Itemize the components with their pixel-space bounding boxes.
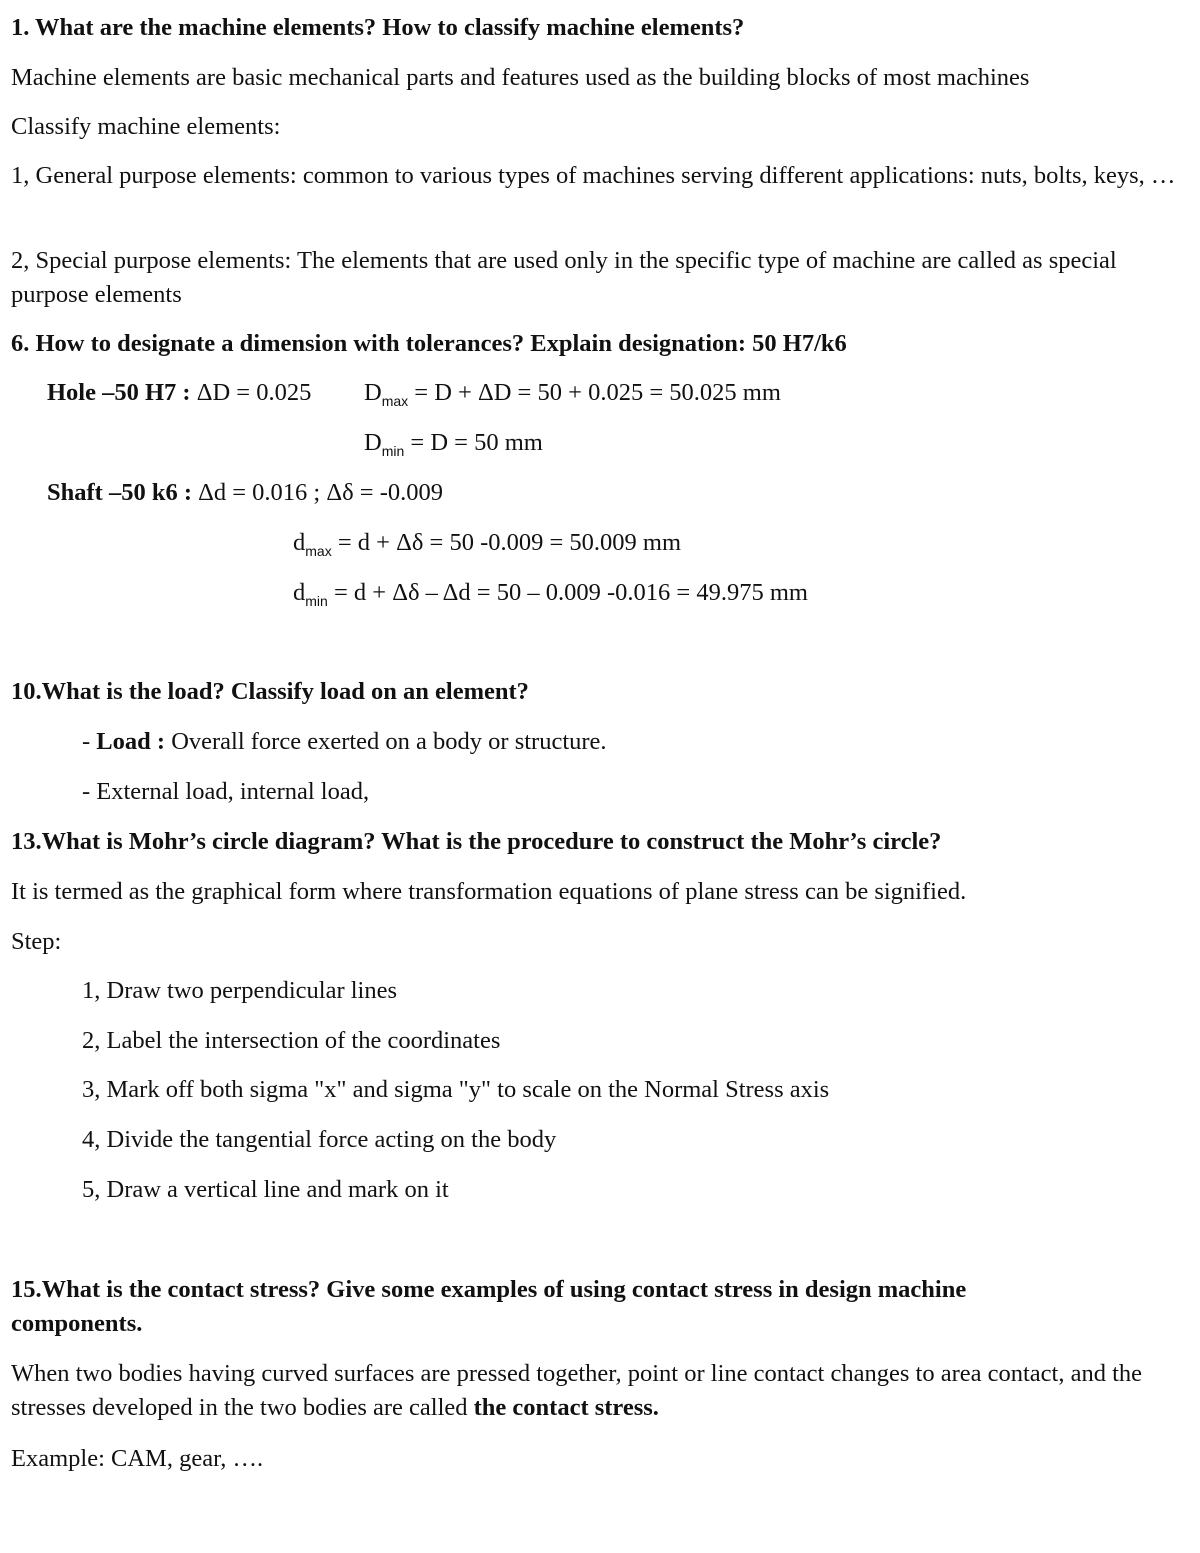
q1-classify-label: Classify machine elements: <box>11 113 281 140</box>
q13-step: 1, Draw two perpendicular lines <box>82 977 397 1004</box>
q13-step: 3, Mark off both sigma "x" and sigma "y" to scale on the Normal Stress axis <box>82 1076 830 1103</box>
shaft-dmin-subscript: min <box>305 593 328 609</box>
hole-dmin <box>364 426 543 462</box>
q10-heading: 10.What is the load? Classify load on an element? <box>11 678 529 705</box>
q1-general-purpose: 1, General purpose elements: common to various types of machines serving different applications: nuts, bolts, keys, … <box>11 162 1176 189</box>
dmin-expression: = D = 50 mm <box>410 429 543 456</box>
q1-heading: 1. What are the machine elements? How to classify machine elements? <box>11 14 745 41</box>
q13-step: 2, Label the intersection of the coordinates <box>82 1027 501 1054</box>
shaft-dmin <box>293 576 808 612</box>
dmax-expression: = D + ΔD = 50 + 0.025 = 50.025 mm <box>414 379 781 406</box>
load-def: Overall force exerted on a body or structure. <box>165 728 607 755</box>
q10-load-definition <box>82 725 607 759</box>
q10-load-types: - External load, internal load, <box>82 778 370 805</box>
shaft-dmax-subscript: max <box>305 543 332 559</box>
q15-heading: 15.What is the contact stress? Give some examples of using contact stress in design machine components. <box>11 1276 967 1337</box>
shaft-dmax-symbol: d <box>293 529 306 556</box>
dmin-subscript: min <box>381 443 405 459</box>
shaft-label: Shaft –50 k6 : <box>47 479 192 506</box>
q1-definition: Machine elements are basic mechanical parts and features used as the building blocks of most machines <box>11 64 1030 91</box>
q15-definition-term: the contact stress. <box>473 1394 659 1421</box>
q13-step-label: Step: <box>11 928 62 955</box>
q13-definition: It is termed as the graphical form where transformation equations of plane stress can be signified. <box>11 878 967 905</box>
shaft-delta: Δd = 0.016 ; Δδ = -0.009 <box>198 479 444 506</box>
dmax-symbol: D <box>364 379 382 406</box>
hole-row <box>47 376 311 410</box>
shaft-row <box>47 476 443 510</box>
hole-delta: ΔD = 0.025 <box>196 379 312 406</box>
shaft-dmin-symbol: d <box>293 579 306 606</box>
shaft-dmax-expression: = d + Δδ = 50 -0.009 = 50.009 mm <box>337 529 682 556</box>
hole-label: Hole –50 H7 : <box>47 379 191 406</box>
q13-heading: 13.What is Mohr’s circle diagram? What is the procedure to construct the Mohr’s circle? <box>11 828 942 855</box>
shaft-dmin-expression: = d + Δδ – Δd = 50 – 0.009 -0.016 = 49.975 mm <box>333 579 808 606</box>
q13-step: 4, Divide the tangential force acting on the body <box>82 1126 557 1153</box>
q1-special-purpose: 2, Special purpose elements: The elements that are used only in the specific type of machine are called as special purpose elements <box>11 247 1117 308</box>
load-bullet: - <box>82 728 97 755</box>
hole-dmax <box>364 376 781 412</box>
q15-definition <box>11 1357 1176 1425</box>
q13-step: 5, Draw a vertical line and mark on it <box>82 1176 449 1203</box>
q15-example: Example: CAM, gear, …. <box>11 1445 264 1472</box>
dmax-subscript: max <box>381 393 409 409</box>
q6-heading: 6. How to designate a dimension with tolerances? Explain designation: 50 H7/k6 <box>11 330 847 357</box>
dmin-symbol: D <box>364 429 382 456</box>
load-term: Load : <box>96 728 166 755</box>
shaft-dmax <box>293 526 681 562</box>
q15-definition-text: When two bodies having curved surfaces are pressed together, point or line contact changes to area contact, and the stresses developed in the two bodies are called <box>11 1360 1143 1421</box>
